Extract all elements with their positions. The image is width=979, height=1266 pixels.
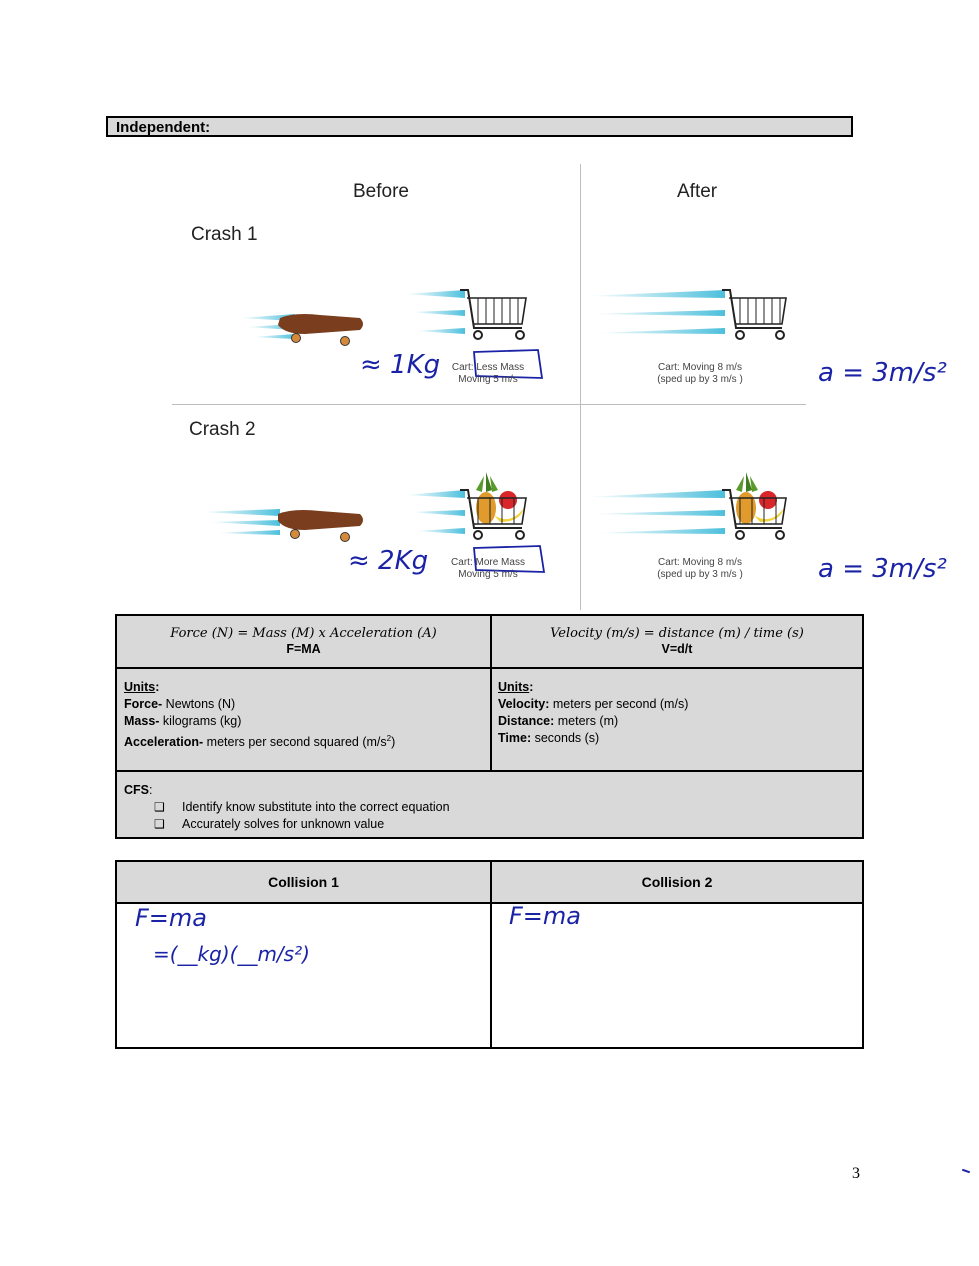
skateboard-icon — [200, 509, 363, 542]
handwritten-mass-2: ≈ 2Kg — [348, 546, 429, 576]
crash1-after-caption: Cart: Moving 8 m/s (sped up by 3 m/s ) — [657, 362, 743, 385]
handwritten-accel-2: a = 3m/s² — [818, 554, 947, 584]
handwritten-mass-1: ≈ 1Kg — [360, 350, 441, 380]
collision2-header: Collision 2 — [641, 874, 713, 890]
velocity-short: V=d/t — [661, 642, 693, 656]
velocity-formula-cell — [492, 626, 862, 658]
units-title: Units — [124, 680, 156, 694]
force-short: F=MA — [286, 642, 321, 656]
cart-with-fruit-icon — [585, 472, 786, 539]
cfs-item: ❑ Identify know substitute into the correct equation — [124, 799, 854, 816]
cfs-list — [124, 799, 854, 833]
formula-row-divider — [117, 770, 862, 772]
crash-figure — [160, 160, 820, 610]
crash2-before-caption: Cart: More Mass Moving 5 m/s — [451, 557, 525, 580]
cart-icon — [585, 290, 786, 339]
collision1-work-line1: F=ma — [135, 904, 207, 932]
force-equation: Force (N) = Mass (M) x Acceleration (A) — [170, 626, 437, 641]
collision1-work-line2: =(__kg)(__m/s²) — [153, 942, 310, 966]
stray-pen-mark — [962, 1169, 970, 1174]
cfs-item: ❑ Accurately solves for unknown value — [124, 816, 854, 833]
crash1-before-caption: Cart: Less Mass Moving 5 m/s — [451, 362, 525, 385]
formula-table — [115, 614, 864, 839]
before-heading: Before — [353, 181, 409, 202]
crash2-after-caption: Cart: Moving 8 m/s (sped up by 3 m/s ) — [657, 557, 743, 580]
after-heading: After — [677, 181, 718, 202]
cfs-cell: CFS: ❑ Identify know substitute into the correct equation ❑ Accurately solves for unknown value — [124, 782, 854, 833]
cart-icon — [405, 290, 526, 339]
cart-with-fruit-icon — [405, 472, 526, 539]
section-header-text: Independent: — [116, 119, 211, 136]
crash1-label: Crash 1 — [191, 224, 258, 245]
handwritten-accel-1: a = 3m/s² — [818, 358, 947, 388]
formula-row-divider — [117, 667, 862, 669]
velocity-units-cell: Units: Velocity: meters per second (m/s) Distance: meters (m) Time: seconds (s) — [498, 680, 689, 745]
section-header — [106, 116, 853, 137]
collision2-work-line1: F=ma — [509, 902, 581, 930]
collision1-header: Collision 1 — [268, 874, 339, 890]
units-title: Units — [498, 680, 530, 694]
crash2-label: Crash 2 — [189, 419, 256, 440]
skateboard-icon — [240, 314, 363, 346]
collision-table — [115, 860, 864, 1049]
force-units-cell: Units: Force- Newtons (N) Mass- kilograms (kg) Acceleration- meters per second squared $(m/s^2)$ — [124, 680, 396, 750]
velocity-equation: Velocity (m/s) = distance (m) / time (s) — [550, 626, 804, 641]
force-formula-cell — [117, 626, 490, 658]
cfs-title: CFS — [124, 783, 149, 797]
page-number: 3 — [852, 1165, 860, 1182]
